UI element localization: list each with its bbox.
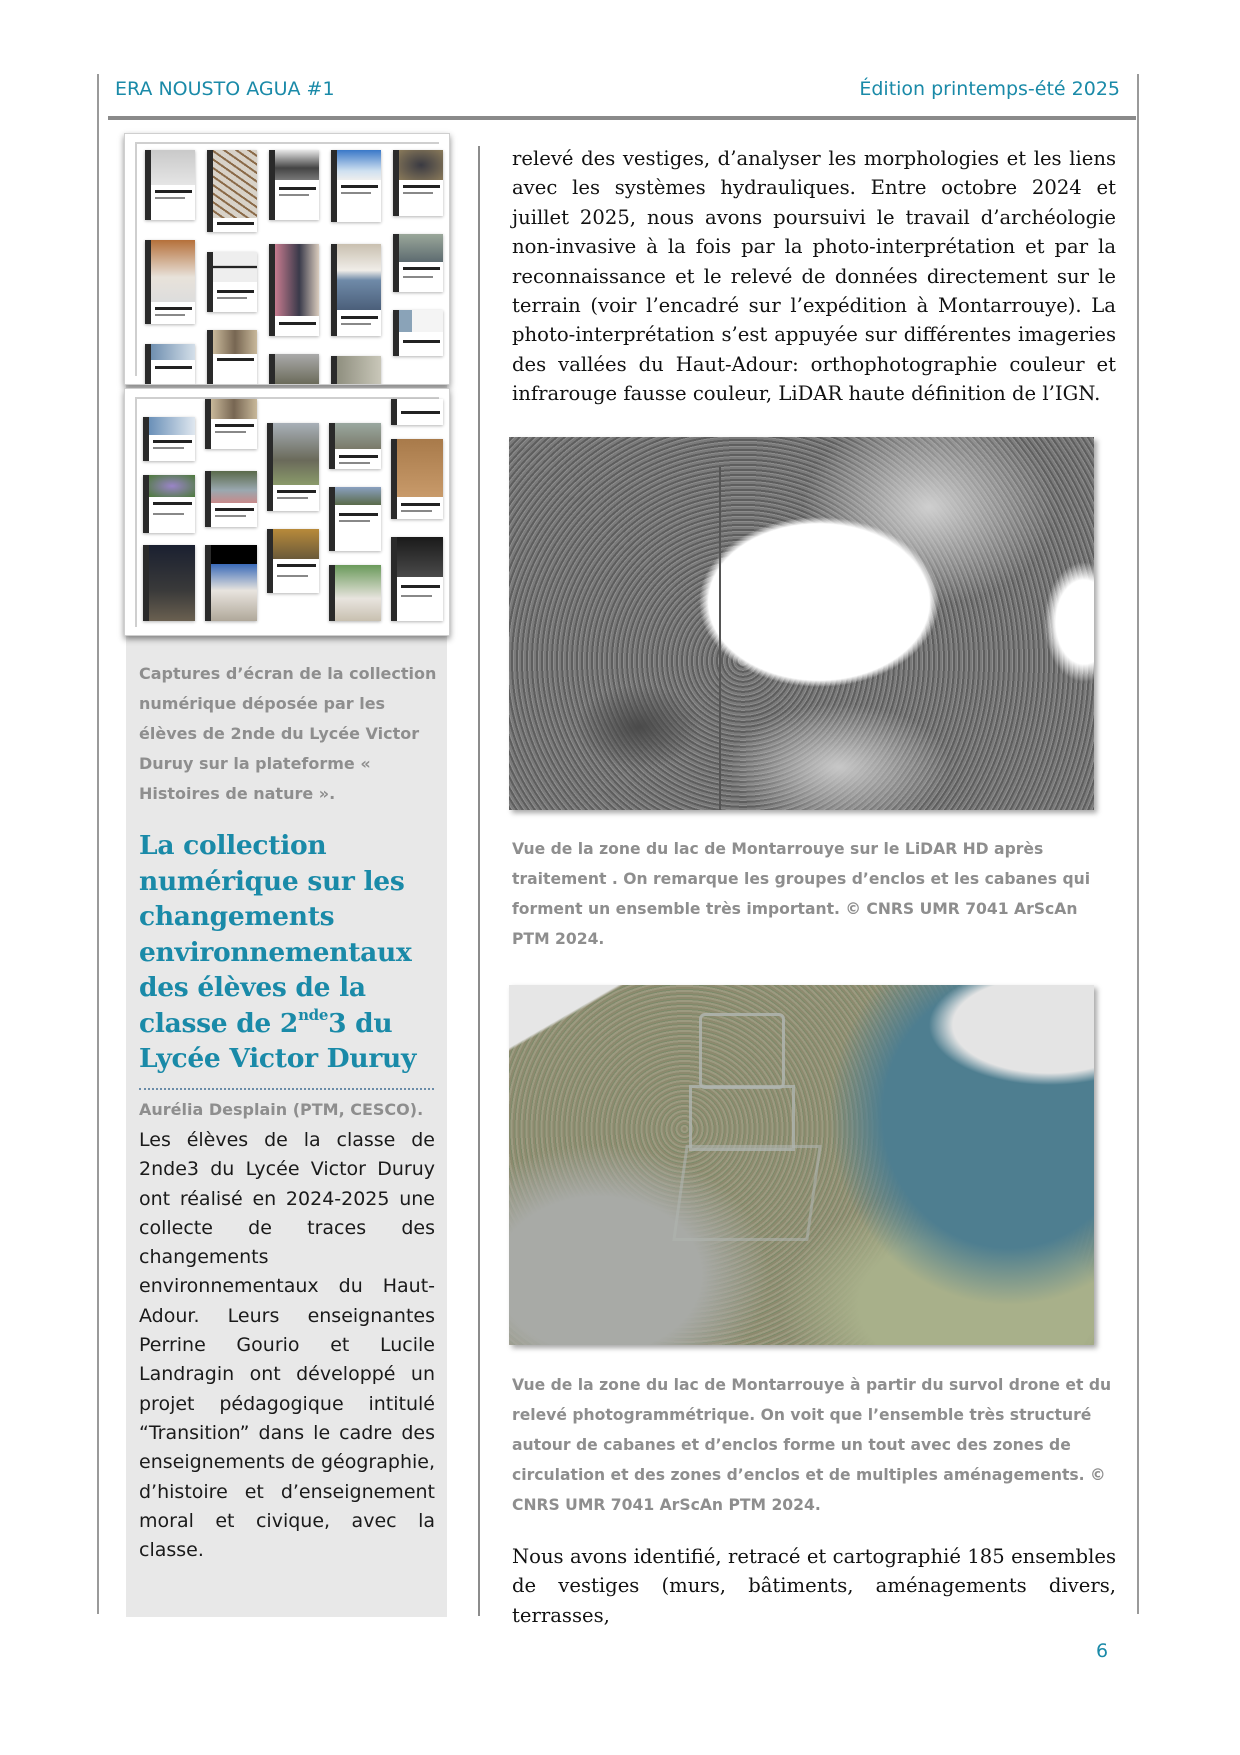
publication-title: ERA NOUSTO AGUA #1	[115, 78, 335, 100]
left-margin-line	[97, 74, 99, 1614]
collection-card	[205, 399, 257, 449]
collection-card	[391, 439, 443, 519]
collection-card	[143, 417, 195, 461]
collection-card	[267, 423, 319, 511]
collection-card	[145, 344, 195, 384]
dotted-separator	[139, 1088, 434, 1090]
collection-card	[393, 150, 443, 216]
collection-card	[331, 356, 381, 385]
collection-screenshot-bottom	[124, 388, 450, 636]
sidebar-body-text	[139, 1126, 435, 1565]
collection-card	[207, 150, 257, 232]
body-paragraph: Nous avons identifié, retracé et cartographié 185 ensembles de vestiges (murs, bâtiments, aménagements divers, terrasses,	[512, 1545, 1116, 1627]
drone-caption: Vue de la zone du lac de Montarrouye à partir du survol drone et du relevé photogrammétrique. On voit que l’ensemble très structuré autour de cabanes et d’enclos forme un tout avec des zones de circulation et des zones d’enclos et de multiples aménagements. © CNRS UMR 7041 ArScAn PTM 2024.	[512, 1376, 1112, 1514]
drone-photogrammetry-image	[509, 985, 1094, 1345]
collection-screenshot-top	[124, 133, 450, 385]
collection-grid	[135, 397, 439, 627]
collection-card	[391, 537, 443, 621]
collection-grid	[135, 142, 439, 376]
sidebar-title-text-end: 3 du Lycée Victor Duruy	[139, 1007, 417, 1074]
collection-card	[329, 423, 381, 469]
collection-card	[207, 252, 257, 312]
edition-label: Édition printemps-été 2025	[859, 78, 1120, 100]
lidar-caption: Vue de la zone du lac de Montarrouye sur le LiDAR HD après traitement . On remarque les groupes d’enclos et les cabanes qui forment un ensemble très important. © CNRS UMR 7041 ArScAn PTM 2024.	[512, 840, 1091, 948]
collection-card	[391, 399, 443, 425]
collection-card	[331, 244, 381, 336]
sidebar-article-title	[139, 828, 444, 1077]
page-number: 6	[1096, 1640, 1109, 1662]
lidar-vertical-artifact	[719, 467, 721, 810]
collection-card	[393, 310, 443, 356]
enclosure-wall-outline	[672, 1145, 821, 1241]
collection-card	[205, 545, 257, 621]
sidebar-title-superscript: nde	[298, 1005, 329, 1024]
right-margin-line	[1137, 74, 1139, 1614]
main-paragraph-bottom	[512, 1542, 1116, 1630]
enclosure-wall-outline	[699, 1013, 785, 1089]
collection-card	[393, 234, 443, 292]
main-paragraph-top	[512, 144, 1116, 409]
collection-card	[143, 475, 195, 533]
collection-card	[269, 354, 319, 384]
collection-card	[145, 240, 195, 324]
collection-card	[329, 487, 381, 551]
collection-card	[329, 565, 381, 621]
body-paragraph: relevé des vestiges, d’analyser les morphologies et les liens avec les systèmes hydrauliques. Entre octobre 2024 et juillet 2025, nous avons poursuivi le travail d’archéologie non-invasive à la fois par la photo-interprétation et par la reconnaissance et le relevé de données directement sur le terrain (voir l’encadré sur l’expédition à Montarrouye). La photo-interprétation s’est appuyée sur différentes imageries des vallées du Haut-Adour: orthophotographie couleur et infrarouge fausse couleur, LiDAR haute définition de l’IGN.	[512, 147, 1116, 406]
collection-card	[145, 150, 195, 220]
collection-card	[267, 529, 319, 593]
column-divider-line	[478, 146, 480, 1616]
sidebar-image-caption: Captures d’écran de la collection numérique déposée par les élèves de 2nde du Lycée Victor Duruy sur la plateforme « Histoires de nature ».	[139, 664, 437, 803]
enclosure-wall-outline	[689, 1085, 795, 1151]
collection-card	[143, 545, 195, 621]
header-divider	[108, 116, 1136, 120]
collection-card	[207, 330, 257, 385]
collection-card	[269, 244, 319, 336]
lidar-image	[509, 437, 1094, 810]
sidebar-title-text: La collection numérique sur les changements environnementaux des élèves de la classe de 2	[139, 830, 412, 1039]
sidebar-paragraph: Les élèves de la classe de 2nde3 du Lycée Victor Duruy ont réalisé en 2024-2025 une collecte de traces des changements environnementaux du Haut-Adour. Leurs enseignantes Perrine Gourio et Lucile Landragin ont développé un projet pédagogique intitulé “Transition” dans le cadre des enseignements de géographie, d’histoire et d’enseignement moral et civique, avec la classe.	[139, 1129, 435, 1562]
collection-card	[269, 150, 319, 220]
collection-card	[331, 150, 381, 222]
sidebar-author: Aurélia Desplain (PTM, CESCO).	[139, 1100, 424, 1119]
collection-card	[205, 471, 257, 527]
